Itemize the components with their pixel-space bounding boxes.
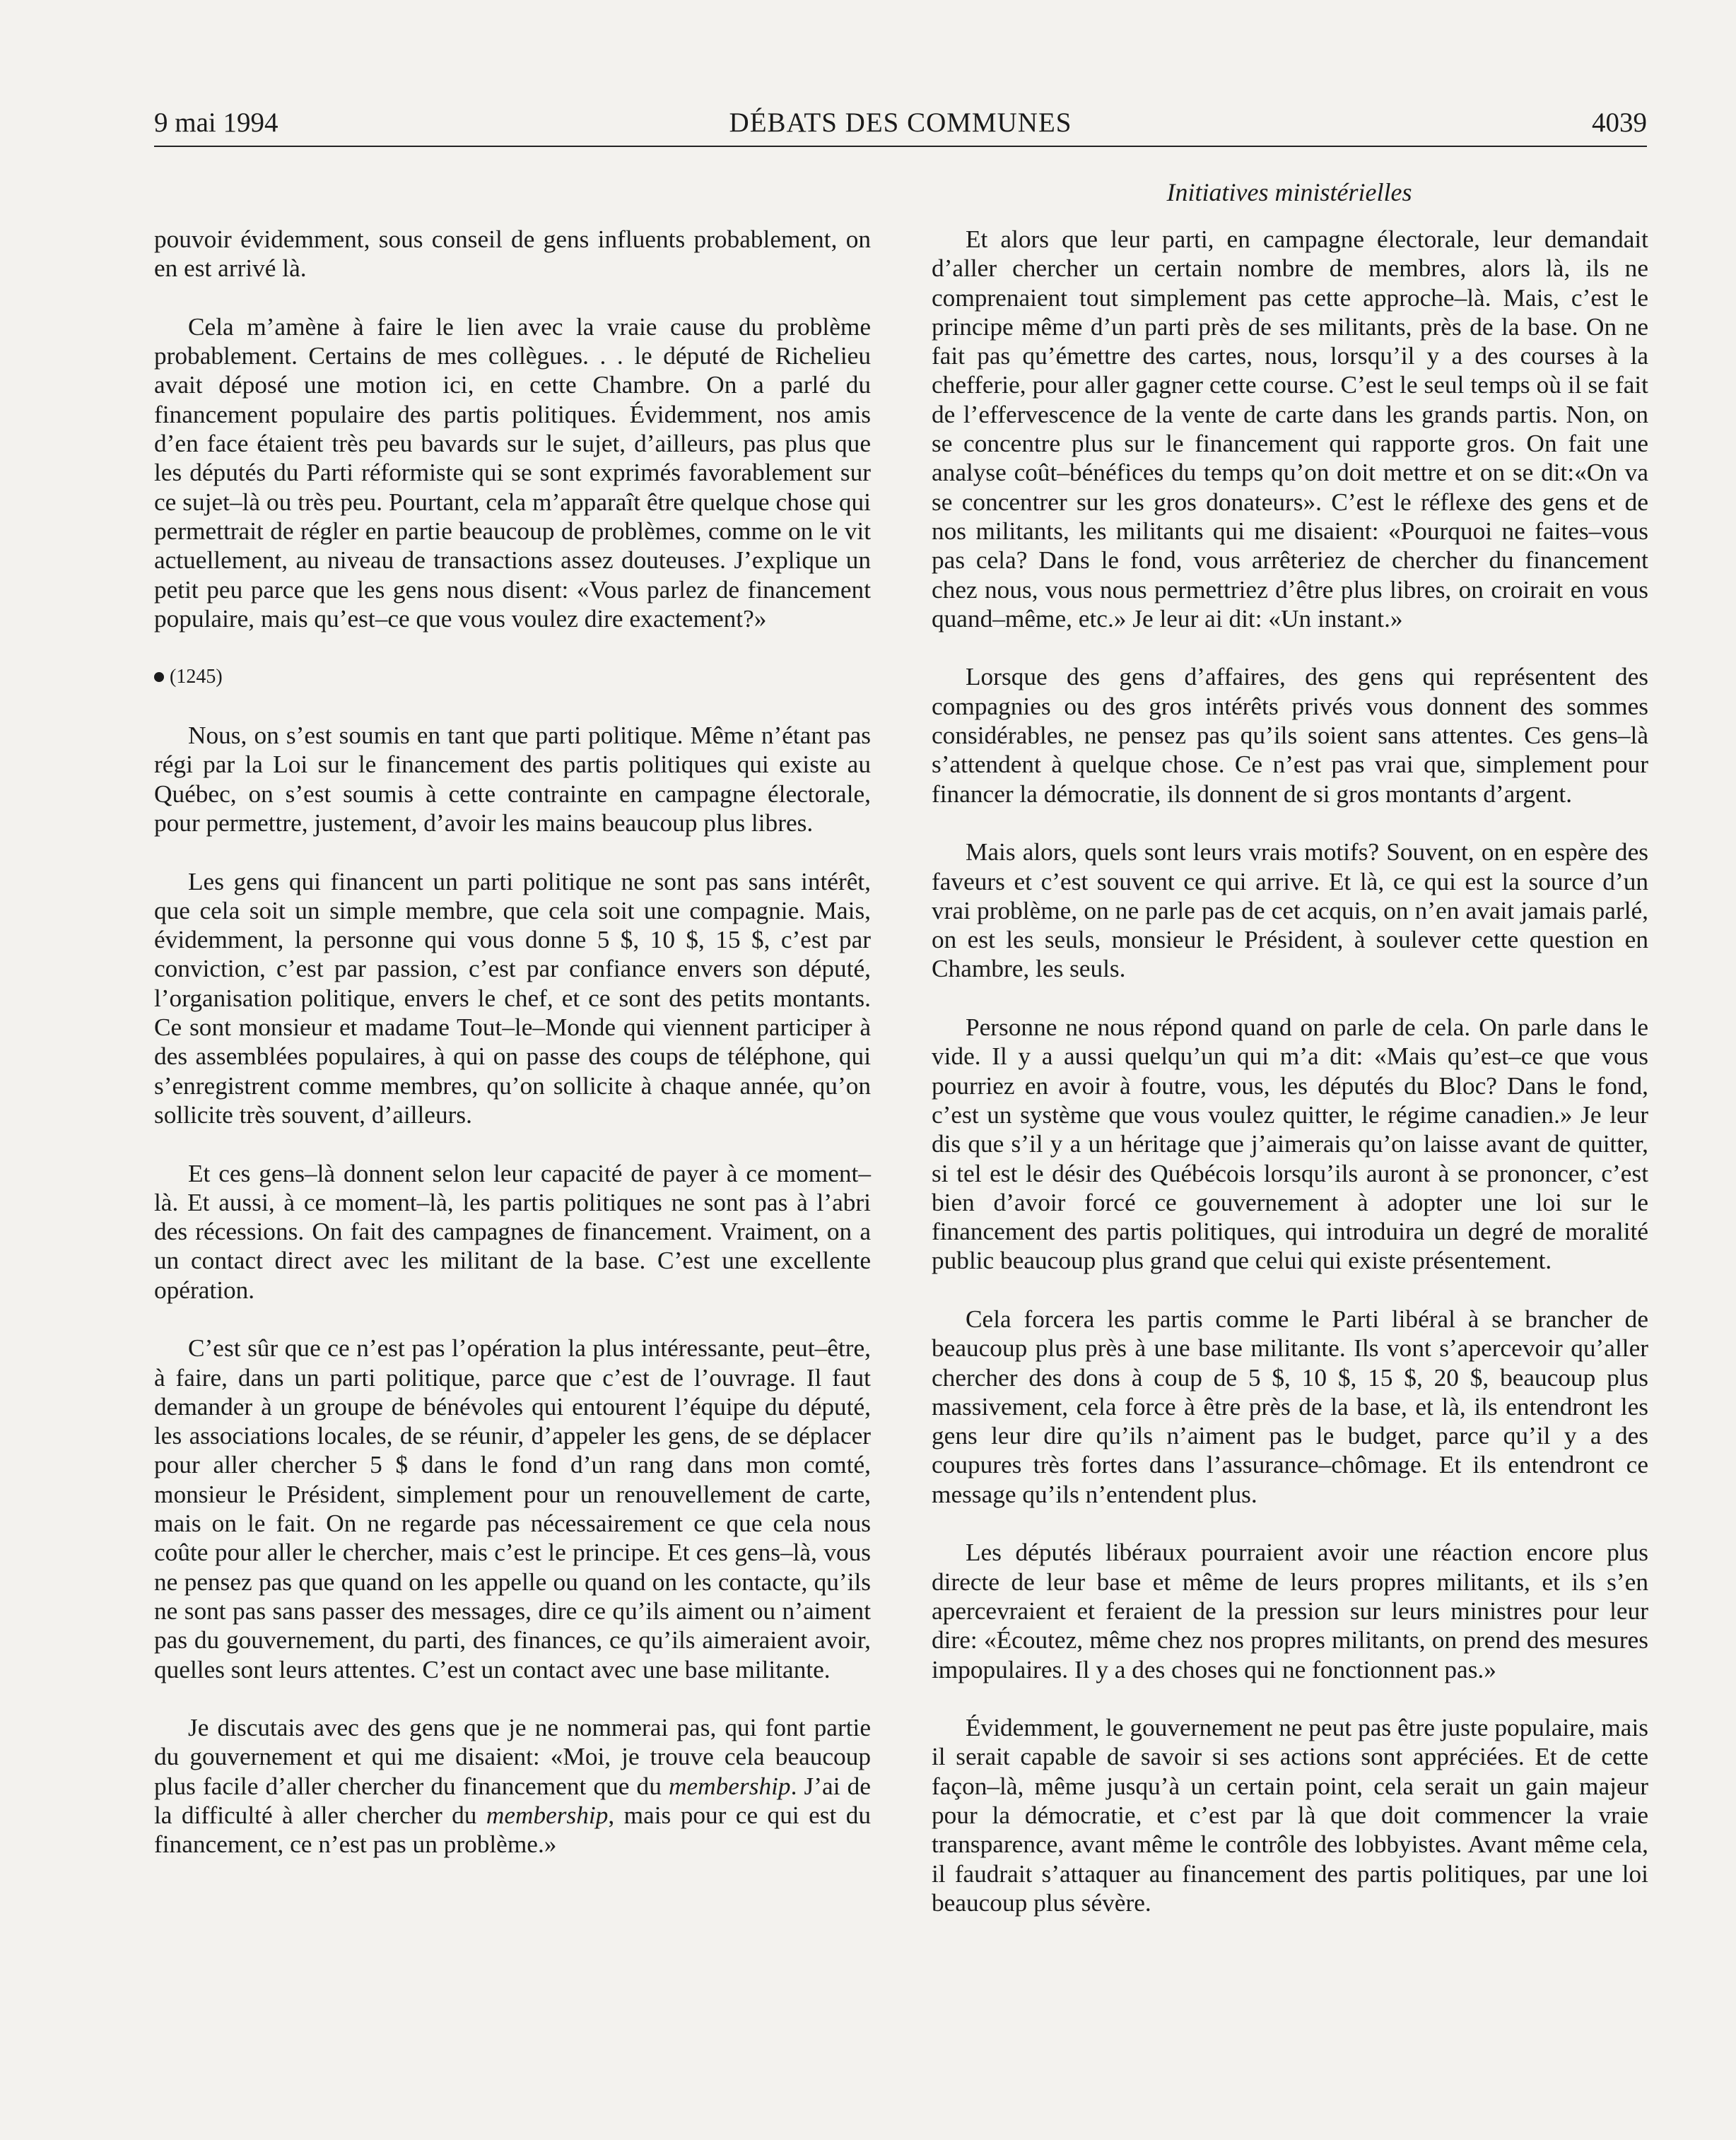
paragraph: Cela m’amène à faire le lien avec la vraie cause du problème probablement. Certains de mes collègues. . . le député de Richelieu avait déposé une motion ici, en cette Chambre. On a parlé du financement populaire des partis politiques. Évidemment, nos amis d’en face étaient très peu bavards sur le sujet, d’ailleurs, pas plus que les députés du Parti réformiste qui se sont exprimés favorablement sur ce sujet–là ou très peu. Pourtant, cela m’apparaît être quelque chose qui permettrait de régler en partie beaucoup de problèmes, comme on le vit actuellement, au niveau de transactions assez douteuses. J’explique un petit peu parce que les gens nous disent: «Vous parlez de financement populaire, mais qu’est–ce que vous voulez dire exactement?» bbox=[154, 312, 871, 633]
paragraph: C’est sûr que ce n’est pas l’opération la plus intéressante, peut–être, à faire, dans un parti politique, parce que c’est de l’ouvrage. Il faut demander à un groupe de bénévoles qui entourent l’équipe du député, les associations locales, de se réunir, d’appeler les gens, de se déplacer pour aller chercher 5 $ dans le fond d’un rang dans mon comté, monsieur le Président, simplement pour un renouvellement de carte, mais on le fait. On ne regarde pas nécessairement ce que cela nous coûte pour aller le chercher, mais c’est le principe. Et ces gens–là, vous ne pensez pas que quand on les appelle ou quand on les contacte, qu’ils ne sont pas sans passer des messages, dire ce qu’ils aiment ou n’aiment pas du gouvernement, du parti, des finances, ce qu’ils aimeraient avoir, quelles sont leurs attentes. C’est un contact avec une base militante. bbox=[154, 1334, 871, 1683]
paragraph: Personne ne nous répond quand on parle de cela. On parle dans le vide. Il y a aussi quelqu’un qui m’a dit: «Mais qu’est–ce que vous pourriez en avoir à foutre, vous, les députés du Bloc? Dans le fond, c’est un système que vous voulez quitter, le régime canadien.» Je leur dis que s’il y a un héritage que j’aimerais qu’on laisse avant de quitter, si tel est le désir des Québécois lorsqu’ils auront à se prononcer, c’est bien d’avoir forcé ce gouvernement à adopter une loi sur le financement des partis politiques, qui introduira un degré de moralité public beaucoup plus grand que celui qui existe présentement. bbox=[932, 1013, 1648, 1275]
section-title: Initiatives ministérielles bbox=[1166, 178, 1412, 206]
paragraph: Les députés libéraux pourraient avoir une réaction encore plus directe de leur base et même de leurs propres militants, et ils s’en apercevraient et feraient de la pression sur leurs ministres pour leur dire: «Écoutez, même chez nos propres militants, on prend des mesures impopulaires. Il y a des choses qui ne fonctionnent pas.» bbox=[932, 1539, 1648, 1683]
paragraph: Et alors que leur parti, en campagne électorale, leur demandait d’aller chercher un certain nombre de membres, alors là, ils ne comprenaient tout simplement pas cette approche–là. Mais, c’est le principe même d’un parti près de ses militants, près de la base. On ne fait pas qu’émettre des cartes, nous, lorsqu’il y a des courses à la chefferie, pour aller gagner cette course. C’est le seul temps où il se fait de l’effervescence de la vente de carte dans les grands partis. Non, on se concentre plus sur le financement qui rapporte gros. On fait une analyse coût–bénéfices du temps qu’on doit mettre et on se dit:«On va se concentrer sur les gros donateurs». C’est le réflexe des gens et de nos militants, les militants qui me disaient: «Pourquoi ne faites–vous pas cela? Dans le fond, vous arrêteriez de chercher du financement chez nous, vous nous permettriez d’être plus libres, on croirait en vous quand–même, etc.» Je leur ai dit: «Un instant.» bbox=[932, 225, 1648, 633]
paragraph: Et ces gens–là donnent selon leur capacité de payer à ce moment–là. Et aussi, à ce moment–là, les partis politiques ne sont pas à l’abri des récessions. On fait des campagnes de financement. Vraiment, on a un contact direct avec les militant de la base. C’est une excellente opération. bbox=[154, 1159, 871, 1304]
left-column bbox=[154, 225, 871, 1888]
paragraph: pouvoir évidemment, sous conseil de gens influents probablement, on en est arrivé là. bbox=[154, 225, 871, 283]
italic-term: membership bbox=[486, 1801, 609, 1830]
time-marker bbox=[154, 662, 871, 691]
right-column bbox=[932, 225, 1648, 1947]
paragraph: Cela forcera les partis comme le Parti libéral à se brancher de beaucoup plus près à une base militante. Ils vont s’apercevoir qu’aller chercher des dons à coup de 5 $, 10 $, 15 $, 20 $, beaucoup plus massivement, cela force à être près de la base, et là, ils entendront les gens leur dire qu’ils n’aiment pas le budget, parce qu’il y a des coupures très fortes dans l’assurance–chômage. Et ils entendront ce message qu’ils n’entendent plus. bbox=[932, 1305, 1648, 1508]
header-title: DÉBATS DES COMMUNES bbox=[729, 107, 1072, 138]
paragraph-text: Je discutais avec des gens que je ne nommerai pas, qui font partie du gouvernement et qui me disaient: «Moi, je trouve cela beaucoup plus facile d’aller chercher du financement que du bbox=[154, 1714, 871, 1800]
header-date: 9 mai 1994 bbox=[154, 107, 278, 138]
paragraph bbox=[154, 1713, 871, 1859]
time-marker-label: (1245) bbox=[170, 666, 223, 688]
bullet-icon bbox=[154, 672, 164, 682]
paragraph: Les gens qui financent un parti politique ne sont pas sans intérêt, que cela soit un simple membre, que cela soit une compagnie. Mais, évidemment, la personne qui vous donne 5 $, 10 $, 15 $, c’est par conviction, c’est par passion, c’est par confiance envers son député, l’organisation politique, envers le chef, et ce sont des petits montants. Ce sont monsieur et madame Tout–le–Monde qui viennent participer à des assemblées populaires, à qui on passe des coups de téléphone, qui s’enregistrent comme membres, qu’on sollicite à chaque année, qu’on sollicite très souvent, d’ailleurs. bbox=[154, 867, 871, 1129]
paragraph: Nous, on s’est soumis en tant que parti politique. Même n’étant pas régi par la Loi sur le financement des partis politiques qui existe au Québec, on s’est soumis à cette contrainte en campagne électorale, pour permettre, justement, d’avoir les mains beaucoup plus libres. bbox=[154, 722, 871, 837]
header-page-number: 4039 bbox=[1592, 107, 1647, 138]
paragraph: Mais alors, quels sont leurs vrais motifs? Souvent, on en espère des faveurs et c’est souvent ce qui arrive. Et là, ce qui est la source d’un vrai problème, on ne parle pas de cet acquis, on n’en avait jamais parlé, on est les seuls, monsieur le Président, à soulever cette question en Chambre, les seuls. bbox=[932, 838, 1648, 983]
paragraph-text: , mais pour ce qui est du financement, ce n’est pas un problème.» bbox=[154, 1801, 871, 1859]
page-header bbox=[154, 103, 1647, 147]
paragraph-text: . J’ai de la difficulté à aller chercher du bbox=[154, 1772, 871, 1830]
paragraph: Lorsque des gens d’affaires, des gens qui représentent des compagnies ou des gros intérêts privés vous donnent des sommes considérables, ne pensez pas qu’ils soient sans attentes. Ces gens–là s’attendent à quelque chose. Ce n’est pas vrai que, simplement pour financer la démocratie, ils donnent de si gros montants d’argent. bbox=[932, 663, 1648, 808]
italic-term: membership bbox=[669, 1772, 791, 1800]
paragraph: Évidemment, le gouvernement ne peut pas être juste populaire, mais il serait capable de savoir si ses actions sont appréciées. Et de cette façon–là, même jusqu’à un certain point, cela serait un gain majeur pour la démocratie, et c’est par là que doit commencer la vraie transparence, avant même le contrôle des lobbyistes. Avant même cela, il faudrait s’attaquer au financement des partis politiques, par une loi beaucoup plus sévère. bbox=[932, 1714, 1648, 1917]
